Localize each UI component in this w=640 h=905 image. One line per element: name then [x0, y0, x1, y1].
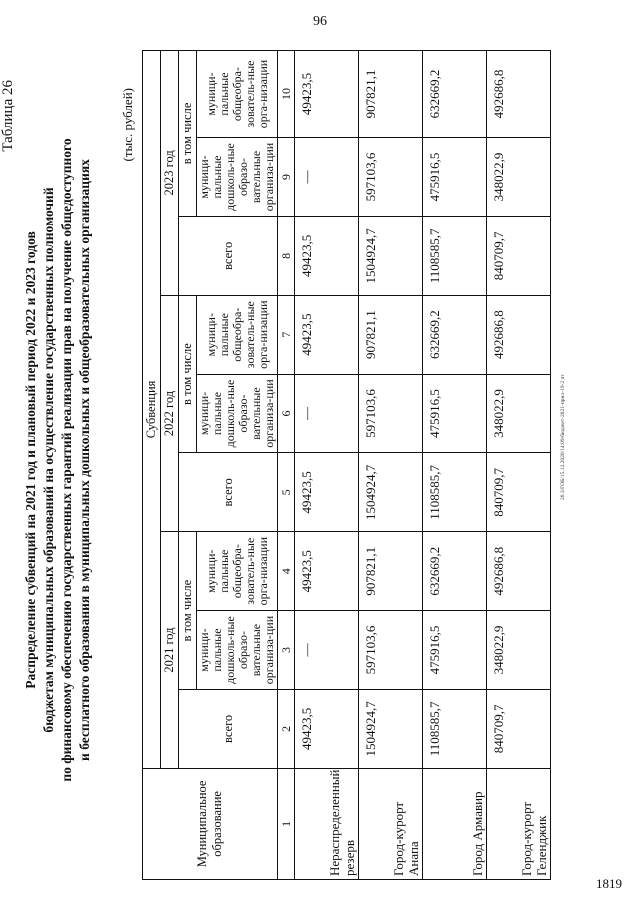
value-cell: 49423,5: [295, 51, 359, 138]
municipality-name: Город-курорт Геленджик: [487, 768, 551, 879]
value-cell: —: [295, 374, 359, 453]
title-line-3: по финансовому обеспечению государственных гарантий реализации прав на получение общедоступного: [59, 138, 74, 782]
value-cell: 632669,2: [423, 51, 487, 138]
value-cell: 1504924,7: [359, 689, 423, 768]
column-number: 4: [278, 532, 295, 611]
header-municipality: Муниципальное образование: [143, 768, 278, 879]
subventions-table: [142, 50, 551, 880]
footer-document-code: 20.3/ГОБ/15.12.2020/14:09/бюджет-2021-прил-19-2 чт: [560, 374, 566, 500]
value-cell: 597103,6: [359, 138, 423, 217]
column-number: 5: [278, 453, 295, 532]
table-row: [423, 51, 487, 880]
units-label: (тыс. рублей): [120, 88, 135, 162]
value-cell: 492686,8: [487, 51, 551, 138]
value-cell: 1504924,7: [359, 453, 423, 532]
column-number: 1: [278, 768, 295, 879]
title-line-1: Распределение субвенций на 2021 год и плановый период 2022 и 2023 годов: [23, 231, 38, 689]
value-cell: 492686,8: [487, 532, 551, 611]
header-total-2022: всего: [179, 453, 278, 532]
table-row: [359, 51, 423, 880]
value-cell: 840709,7: [487, 453, 551, 532]
value-cell: 348022,9: [487, 611, 551, 690]
value-cell: 348022,9: [487, 374, 551, 453]
table-row: [295, 51, 359, 880]
value-cell: 907821,1: [359, 295, 423, 374]
rotated-page-content: [0, 40, 620, 880]
value-cell: 597103,6: [359, 611, 423, 690]
value-cell: 49423,5: [295, 689, 359, 768]
header-preschool-2022: муници-пальные дошколь-ные образо-вательные организа-ции: [197, 374, 278, 453]
column-number: 6: [278, 374, 295, 453]
municipality-name: Город-курорт Анапа: [359, 768, 423, 879]
header-total-2021: всего: [179, 689, 278, 768]
column-number: 10: [278, 51, 295, 138]
page-number: 96: [313, 14, 327, 29]
header-year-2023: 2023 год: [161, 51, 179, 296]
column-number: 7: [278, 295, 295, 374]
value-cell: 1108585,7: [423, 216, 487, 295]
footer-page-number: 1819: [596, 876, 622, 891]
header-including-2023: в том числе: [179, 51, 197, 217]
header-preschool-2023: муници-пальные дошколь-ные образо-вательные организа-ции: [197, 138, 278, 217]
value-cell: 597103,6: [359, 374, 423, 453]
title-line-4: и бесплатного образования в муниципальных дошкольных и общеобразовательных организациях: [77, 159, 92, 761]
value-cell: 348022,9: [487, 138, 551, 217]
column-number: 8: [278, 216, 295, 295]
value-cell: 49423,5: [295, 532, 359, 611]
header-preschool-2021: муници-пальные дошколь-ные образо-вательные организа-ции: [197, 611, 278, 690]
value-cell: 907821,1: [359, 51, 423, 138]
value-cell: 475916,5: [423, 374, 487, 453]
value-cell: 492686,8: [487, 295, 551, 374]
municipality-name: Город Армавир: [423, 768, 487, 879]
header-general-2023: муници-пальные общеобра-зователь-ные орга-низации: [197, 51, 278, 138]
table-row: [487, 51, 551, 880]
value-cell: 1108585,7: [423, 453, 487, 532]
column-number: 3: [278, 611, 295, 690]
header-year-2021: 2021 год: [161, 532, 179, 769]
value-cell: 907821,1: [359, 532, 423, 611]
column-number: 2: [278, 689, 295, 768]
value-cell: 475916,5: [423, 138, 487, 217]
value-cell: 840709,7: [487, 216, 551, 295]
header-including-2022: в том числе: [179, 295, 197, 453]
value-cell: 840709,7: [487, 689, 551, 768]
value-cell: —: [295, 138, 359, 217]
municipality-name: Нераспределенный резерв: [295, 768, 359, 879]
column-number-row: [278, 51, 295, 880]
header-general-2022: муници-пальные общеобра-зователь-ные орга-низации: [197, 295, 278, 374]
value-cell: 49423,5: [295, 295, 359, 374]
header-including-2021: в том числе: [179, 532, 197, 690]
header-total-2023: всего: [179, 216, 278, 295]
column-number: 9: [278, 138, 295, 217]
value-cell: 1504924,7: [359, 216, 423, 295]
value-cell: 49423,5: [295, 453, 359, 532]
value-cell: 1108585,7: [423, 689, 487, 768]
table-label: Таблица 26: [0, 80, 16, 152]
value-cell: 475916,5: [423, 611, 487, 690]
value-cell: 632669,2: [423, 295, 487, 374]
header-subvention: Субвенция: [143, 51, 161, 769]
header-year-2022: 2022 год: [161, 295, 179, 532]
header-general-2021: муници-пальные общеобра-зователь-ные орга-низации: [197, 532, 278, 611]
value-cell: 49423,5: [295, 216, 359, 295]
title-line-2: бюджетам муниципальных образований на осуществление государственных полномочий: [41, 187, 56, 733]
value-cell: —: [295, 611, 359, 690]
value-cell: 632669,2: [423, 532, 487, 611]
